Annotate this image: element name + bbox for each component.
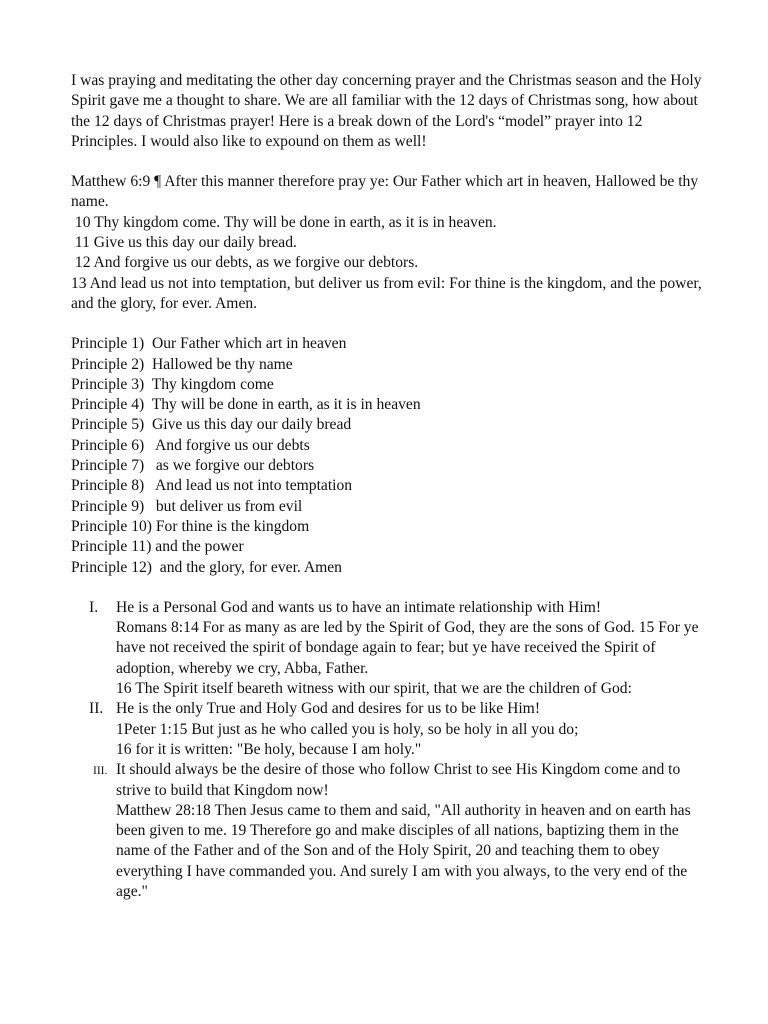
principles-list bbox=[71, 334, 711, 578]
outline-heading: He is the only True and Holy God and desires for us to be like Him! bbox=[116, 700, 541, 718]
outline-heading: He is a Personal God and wants us to have an intimate relationship with Him! bbox=[116, 598, 602, 616]
principle-item: Principle 9) but deliver us from evil bbox=[71, 497, 303, 515]
document-page bbox=[71, 71, 711, 902]
principle-item: Principle 3) Thy kingdom come bbox=[71, 375, 274, 393]
principle-item: Principle 5) Give us this day our daily bread bbox=[71, 416, 352, 434]
scripture-verse: 12 And forgive us our debts, as we forgive our debtors. bbox=[71, 254, 419, 272]
principle-item: Principle 4) Thy will be done in earth, as it is in heaven bbox=[71, 396, 421, 414]
scripture-verse: Matthew 6:9 ¶ After this manner therefore pray ye: Our Father which art in heaven, Hallowed be thy name. bbox=[71, 173, 699, 211]
roman-numeral: II. bbox=[89, 700, 104, 718]
outline-text: Romans 8:14 For as many as are led by the Spirit of God, they are the sons of God. 15 For ye have not received the spirit of bondage again to fear; but ye have received the Spirit of adoption, whereby we cry, Abba, Father. bbox=[116, 619, 699, 677]
principle-item: Principle 12) and the glory, for ever. Amen bbox=[71, 558, 342, 576]
scripture-passage bbox=[71, 172, 711, 314]
outline-text: 16 for it is written: "Be holy, because I am holy." bbox=[116, 740, 422, 758]
principle-item: Principle 11) and the power bbox=[71, 538, 244, 556]
principle-item: Principle 2) Hallowed be thy name bbox=[71, 355, 293, 373]
outline-item bbox=[71, 699, 711, 760]
principle-item: Principle 10) For thine is the kingdom bbox=[71, 517, 310, 535]
outline-item bbox=[71, 760, 711, 902]
intro-paragraph: I was praying and meditating the other day concerning prayer and the Christmas season and the Holy Spirit gave me a thought to share. We are all familiar with the 12 days of Christmas song, how about the 12 days of Christmas prayer! Here is a break down of the Lord's “model” prayer into 12 Principles. I would also like to expound on them as well! bbox=[71, 72, 702, 150]
principle-item: Principle 6) And forgive us our debts bbox=[71, 436, 310, 454]
outline-text: 1Peter 1:15 But just as he who called you is holy, so be holy in all you do; bbox=[116, 720, 579, 738]
outline-item bbox=[71, 598, 711, 699]
roman-numeral: I. bbox=[89, 598, 99, 616]
principle-item: Principle 7) as we forgive our debtors bbox=[71, 457, 315, 475]
principle-item: Principle 8) And lead us not into temptation bbox=[71, 477, 353, 495]
scripture-verse: 13 And lead us not into temptation, but deliver us from evil: For thine is the kingdom, and the power, and the glory, for ever. Amen. bbox=[71, 274, 702, 312]
roman-numeral: III. bbox=[93, 765, 108, 778]
scripture-verse: 10 Thy kingdom come. Thy will be done in earth, as it is in heaven. bbox=[71, 213, 497, 231]
scripture-verse: 11 Give us this day our daily bread. bbox=[71, 234, 297, 252]
outline-text: 16 The Spirit itself beareth witness with our spirit, that we are the children of God: bbox=[116, 680, 632, 698]
outline-text: Matthew 28:18 Then Jesus came to them and said, "All authority in heaven and on earth has been given to me. 19 Therefore go and make disciples of all nations, baptizing them in the name of the Father and of the Son and of the Holy Spirit, 20 and teaching them to obey everything I have commanded you. And surely I am with you always, to the very end of the age." bbox=[116, 801, 691, 900]
roman-numeral-outline bbox=[71, 598, 711, 902]
outline-heading: It should always be the desire of those who follow Christ to see His Kingdom come and to strive to build that Kingdom now! bbox=[116, 761, 681, 799]
principle-item: Principle 1) Our Father which art in heaven bbox=[71, 335, 347, 353]
